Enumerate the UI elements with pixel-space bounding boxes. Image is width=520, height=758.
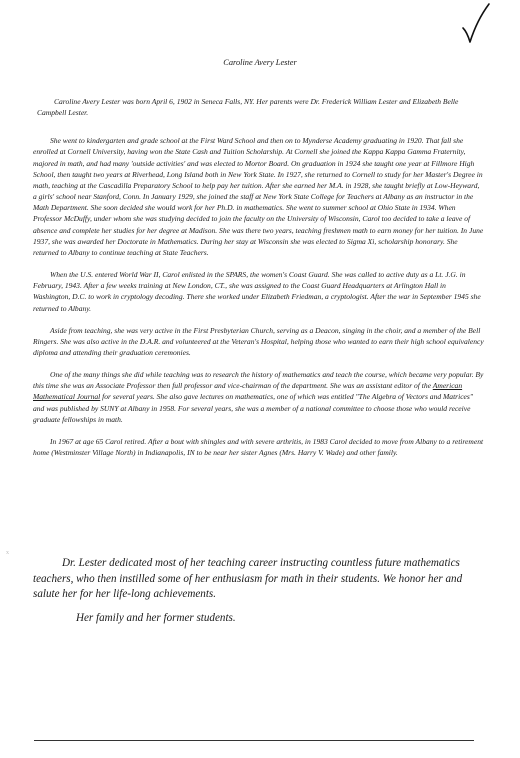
paragraph-community: Aside from teaching, she was very active in the First Presbyterian Church, serving as a Deacon, singing in the choir, and a member of the Bell Ringers. She was also active in the D.A.R. and volunteered at the Veteran's Hospital, helping those who wanted to earn their high school equivalency diploma and attending their graduation ceremonies. — [33, 325, 484, 357]
paragraph-war-service: When the U.S. entered World War II, Carol enlisted in the SPARS, the women's Coast Guard. She was called to active duty as a Lt. J.G. in February, 1943. After a few weeks training at New London, CT., she was assigned to the Coast Guard Headquarters at Arlington Hall in Washington, D.C. to work in cryptology decoding. There she worked under Elizabeth Friedman, a cryptologist. After the war in September 1945 she returned to Albany. — [33, 270, 481, 313]
tribute-text: Dr. Lester dedicated most of her teaching career instructing countless future mathematics teachers, who then instilled some of her enthusiasm for math in their students. We honor her and salute her for her life-long achievements. — [33, 557, 463, 600]
paragraph-retirement: In 1967 at age 65 Carol retired. After a bout with shingles and with severe arthritis, in 1983 Carol decided to move from Albany to a retirement home (Westminster Village North) in Indianapolis, IN to be near her sister Agnes (Mrs. Harry V. Wade) and other family. — [33, 436, 484, 458]
paragraph-education: She went to kindergarten and grade school at the First Ward School and then on to Mynderse Academy graduating in 1920. That fall she enrolled at Cornell University, having won the State Cash and Tuition Scholarship. At Cornell she joined the Kappa Kappa Gamma Fraternity, majored in math, and had many 'outside activities' and was elected to Mortor Board. On graduation in 1924 she taught one year at Fillmore High School, then taught two years at Riverhead, Long Island both in New York State. In 1927, she returned to Cornell to study for her Master's Degree in math, teaching at the Cascadilla Preparatory School to help pay her tuition. After she earned her M.A. in 1928, she taught briefly at Low-Heyward, a girls' school near Stanford, Conn. In January 1929, she joined the staff at New York State College for Teachers at Albany as an instructor in the Math Department. She soon decided she would work for her Ph.D. in mathematics. She went to summer school at Ohio State in 1934. When Professor McDuffy, under whom she was studying decided to join the faculty on the University of Wisconsin, Carol too decided to take a leave of absence and complete her studies for her degree at Madison. She was there two years, teaching freshmen math to earn money for her tuition. In June 1937, she was awarded her Doctorate in Mathematics. During her stay at Wisconsin she was elected to Sigma Xi, scholarship honorary. She returned to Albany to continue teaching at State Teachers. — [33, 136, 484, 257]
signature-line: Her family and her former students. — [76, 612, 236, 624]
biography-body — [33, 96, 485, 468]
footer-divider — [34, 740, 474, 741]
page-title: Caroline Avery Lester — [223, 58, 297, 67]
teaching-text-end: for several years. She also gave lectures on mathematics, one of which was entitled "The Algebra of Vectors and Matrices" and was published by SUNY at Albany in 1958. For several years, she was a member of a national committee to choose those who would receive graduate fellowships in math. — [33, 392, 474, 424]
paragraph-teaching — [33, 369, 485, 425]
stray-mark: x — [6, 550, 9, 556]
paragraph-birth: Caroline Avery Lester was born April 6, 1902 in Seneca Falls, NY. Her parents were Dr. Frederick William Lester and Elizabeth Belle Campbell Lester. — [37, 97, 459, 118]
journal-title: American Mathematical Journal — [33, 381, 463, 402]
teaching-text-start: One of the many things she did while teaching was to research the history of mathematics and teach the course, which became very popular. By this time she was an Associate Professor then full professor and vice-chairman of the department. She was an assistant editor of the — [33, 370, 484, 391]
checkmark-icon — [461, 2, 491, 44]
tribute-block — [33, 556, 489, 603]
